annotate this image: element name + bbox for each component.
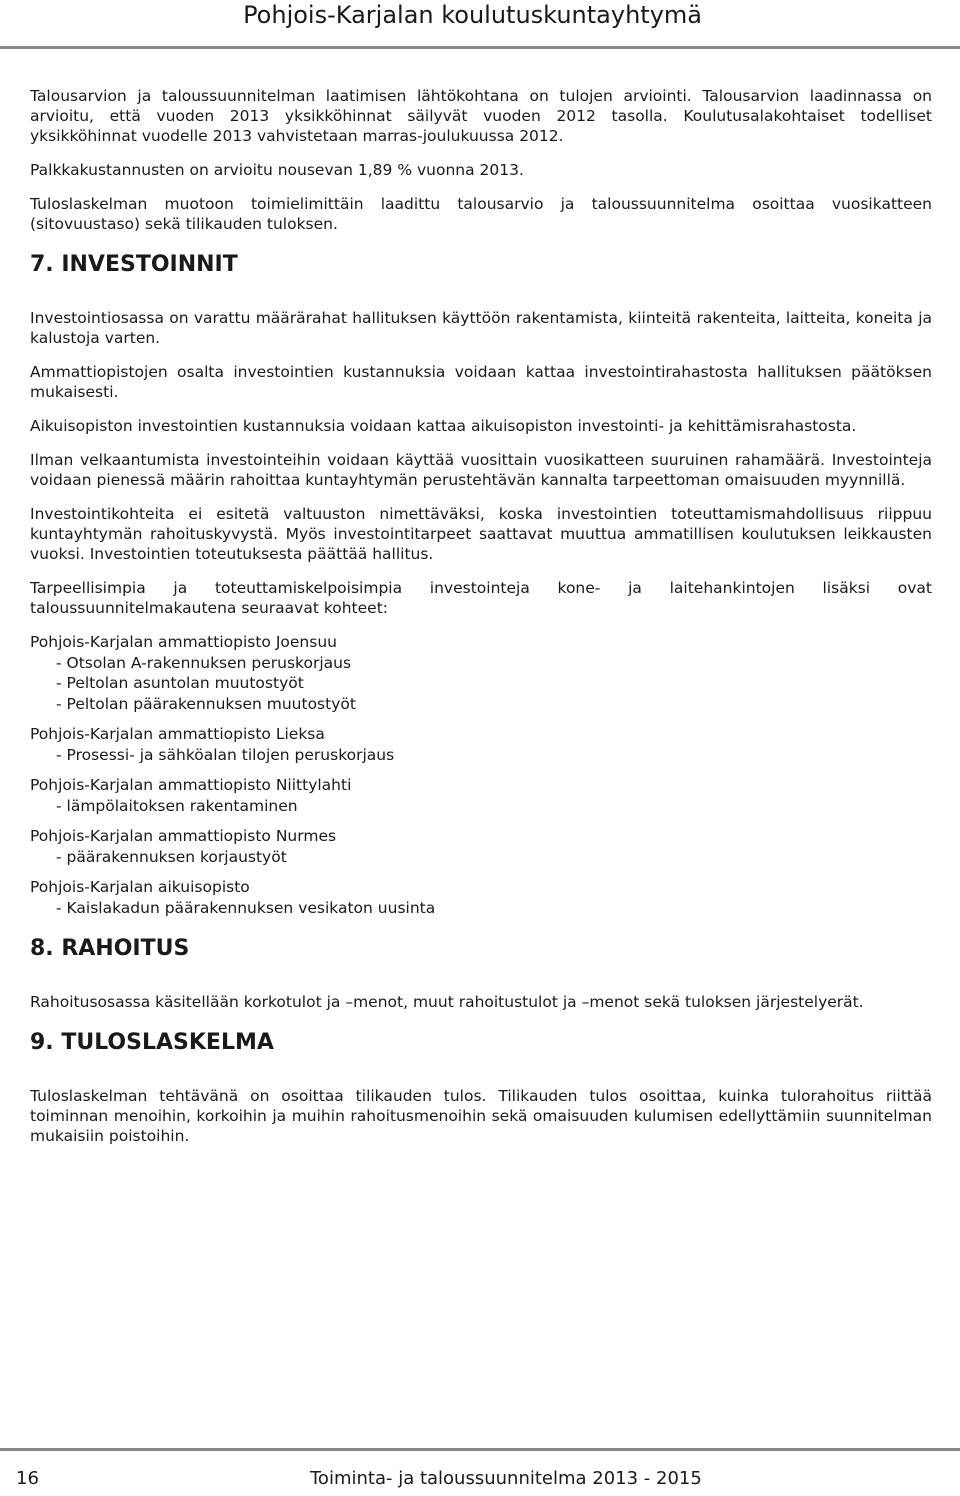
intro-paragraph-1: Talousarvion ja taloussuunnitelman laatimisen lähtökohtana on tulojen arviointi. Talousarvion laadinnassa on arvioitu, että vuoden 2013 yksikköhinnat säilyvät vuoden 2012 tasolla. Koulutusalakohtaiset todelliset yksikköhinnat vuodelle 2013 vahvistetaan marras-joulukuussa 2012.: [30, 87, 932, 145]
page-content: [30, 86, 932, 1160]
location-name: Pohjois-Karjalan ammattiopisto Nurmes: [30, 827, 337, 845]
section-7-paragraph-5: Investointikohteita ei esitetä valtuuston nimettäväksi, koska investointien toteuttamismahdollisuus riippuu kuntayhtymän rahoituskyvystä. Myös investointitarpeet saattavat muuttua ammatillisen koulutuksen leikkausten vuoksi. Investointien toteutuksesta päättää hallitus.: [30, 505, 932, 563]
section-7-paragraph-4: Ilman velkaantumista investointeihin voidaan käyttää vuosittain vuosikatteen suuruinen rahamäärä. Investointeja voidaan pienessä määrin rahoittaa kuntayhtymän perustehtävän kannalta tarpeettoman omaisuuden myynnillä.: [30, 451, 932, 489]
location-name: Pohjois-Karjalan ammattiopisto Joensuu: [30, 633, 337, 651]
section-7-paragraph-2: Ammattiopistojen osalta investointien kustannuksia voidaan kattaa investointirahastosta hallituksen päätöksen mukaisesti.: [30, 363, 932, 401]
location-item: - Peltolan päärakennuksen muutostyöt: [56, 694, 356, 713]
section-7-paragraph-3: Aikuisopiston investointien kustannuksia voidaan kattaa aikuisopiston investointi- ja kehittämisrahastosta.: [30, 417, 857, 435]
footer-divider: [0, 1448, 960, 1451]
location-name: Pohjois-Karjalan aikuisopisto: [30, 878, 250, 896]
section-8-paragraph-1: Rahoitusosassa käsitellään korkotulot ja –menot, muut rahoitustulot ja –menot sekä tuloksen järjestelyerät.: [30, 993, 864, 1011]
investment-location: [30, 775, 932, 816]
section-9-paragraph-1: Tuloslaskelman tehtävänä on osoittaa tilikauden tulos. Tilikauden tulos osoittaa, kuinka tulorahoitus riittää toiminnan menoihin, korkoihin ja muihin rahoitusmenoihin sekä omaisuuden kulumisen edellyttämiin suunnitelman mukaisiin poistoihin.: [30, 1087, 932, 1145]
section-8-heading: 8. RAHOITUS: [30, 936, 190, 961]
location-item: - Prosessi- ja sähköalan tilojen peruskorjaus: [56, 745, 395, 764]
investment-location: [30, 826, 932, 867]
location-name: Pohjois-Karjalan ammattiopisto Niittylahti: [30, 776, 352, 794]
location-item: - Otsolan A-rakennuksen peruskorjaus: [56, 653, 352, 672]
header-title: Pohjois-Karjalan koulutuskuntayhtymä: [243, 1, 702, 29]
investment-location: [30, 632, 932, 714]
section-7-paragraph-1: Investointiosassa on varattu määrärahat hallituksen käyttöön rakentamista, kiinteitä rakenteita, laitteita, koneita ja kalustoja varten.: [30, 309, 932, 347]
section-7-heading: 7. INVESTOINNIT: [30, 252, 238, 277]
intro-paragraph-3: Tuloslaskelman muotoon toimielimittäin laadittu talousarvio ja taloussuunnitelma osoittaa vuosikatteen (sitovuustaso) sekä tilikauden tuloksen.: [30, 195, 932, 233]
investment-location: [30, 724, 932, 765]
page-number: 16: [16, 1468, 39, 1489]
location-item: - Peltolan asuntolan muutostyöt: [56, 674, 304, 692]
location-item: - päärakennuksen korjaustyöt: [56, 847, 287, 866]
intro-paragraph-2: Palkkakustannusten on arvioitu nousevan 1,89 % vuonna 2013.: [30, 161, 524, 179]
section-9-heading: 9. TULOSLASKELMA: [30, 1030, 274, 1055]
investment-location: [30, 877, 932, 918]
page-header: [0, 0, 960, 49]
location-item: - Kaislakadun päärakennuksen vesikaton uusinta: [56, 898, 436, 917]
location-name: Pohjois-Karjalan ammattiopisto Lieksa: [30, 725, 325, 743]
section-7-paragraph-6: Tarpeellisimpia ja toteuttamiskelpoisimpia investointeja kone- ja laitehankintojen lisäksi ovat taloussuunnitelmakautena seuraavat kohteet:: [30, 579, 932, 617]
footer-title: Toiminta- ja taloussuunnitelma 2013 - 2015: [310, 1468, 702, 1489]
location-item: - lämpölaitoksen rakentaminen: [56, 796, 298, 815]
